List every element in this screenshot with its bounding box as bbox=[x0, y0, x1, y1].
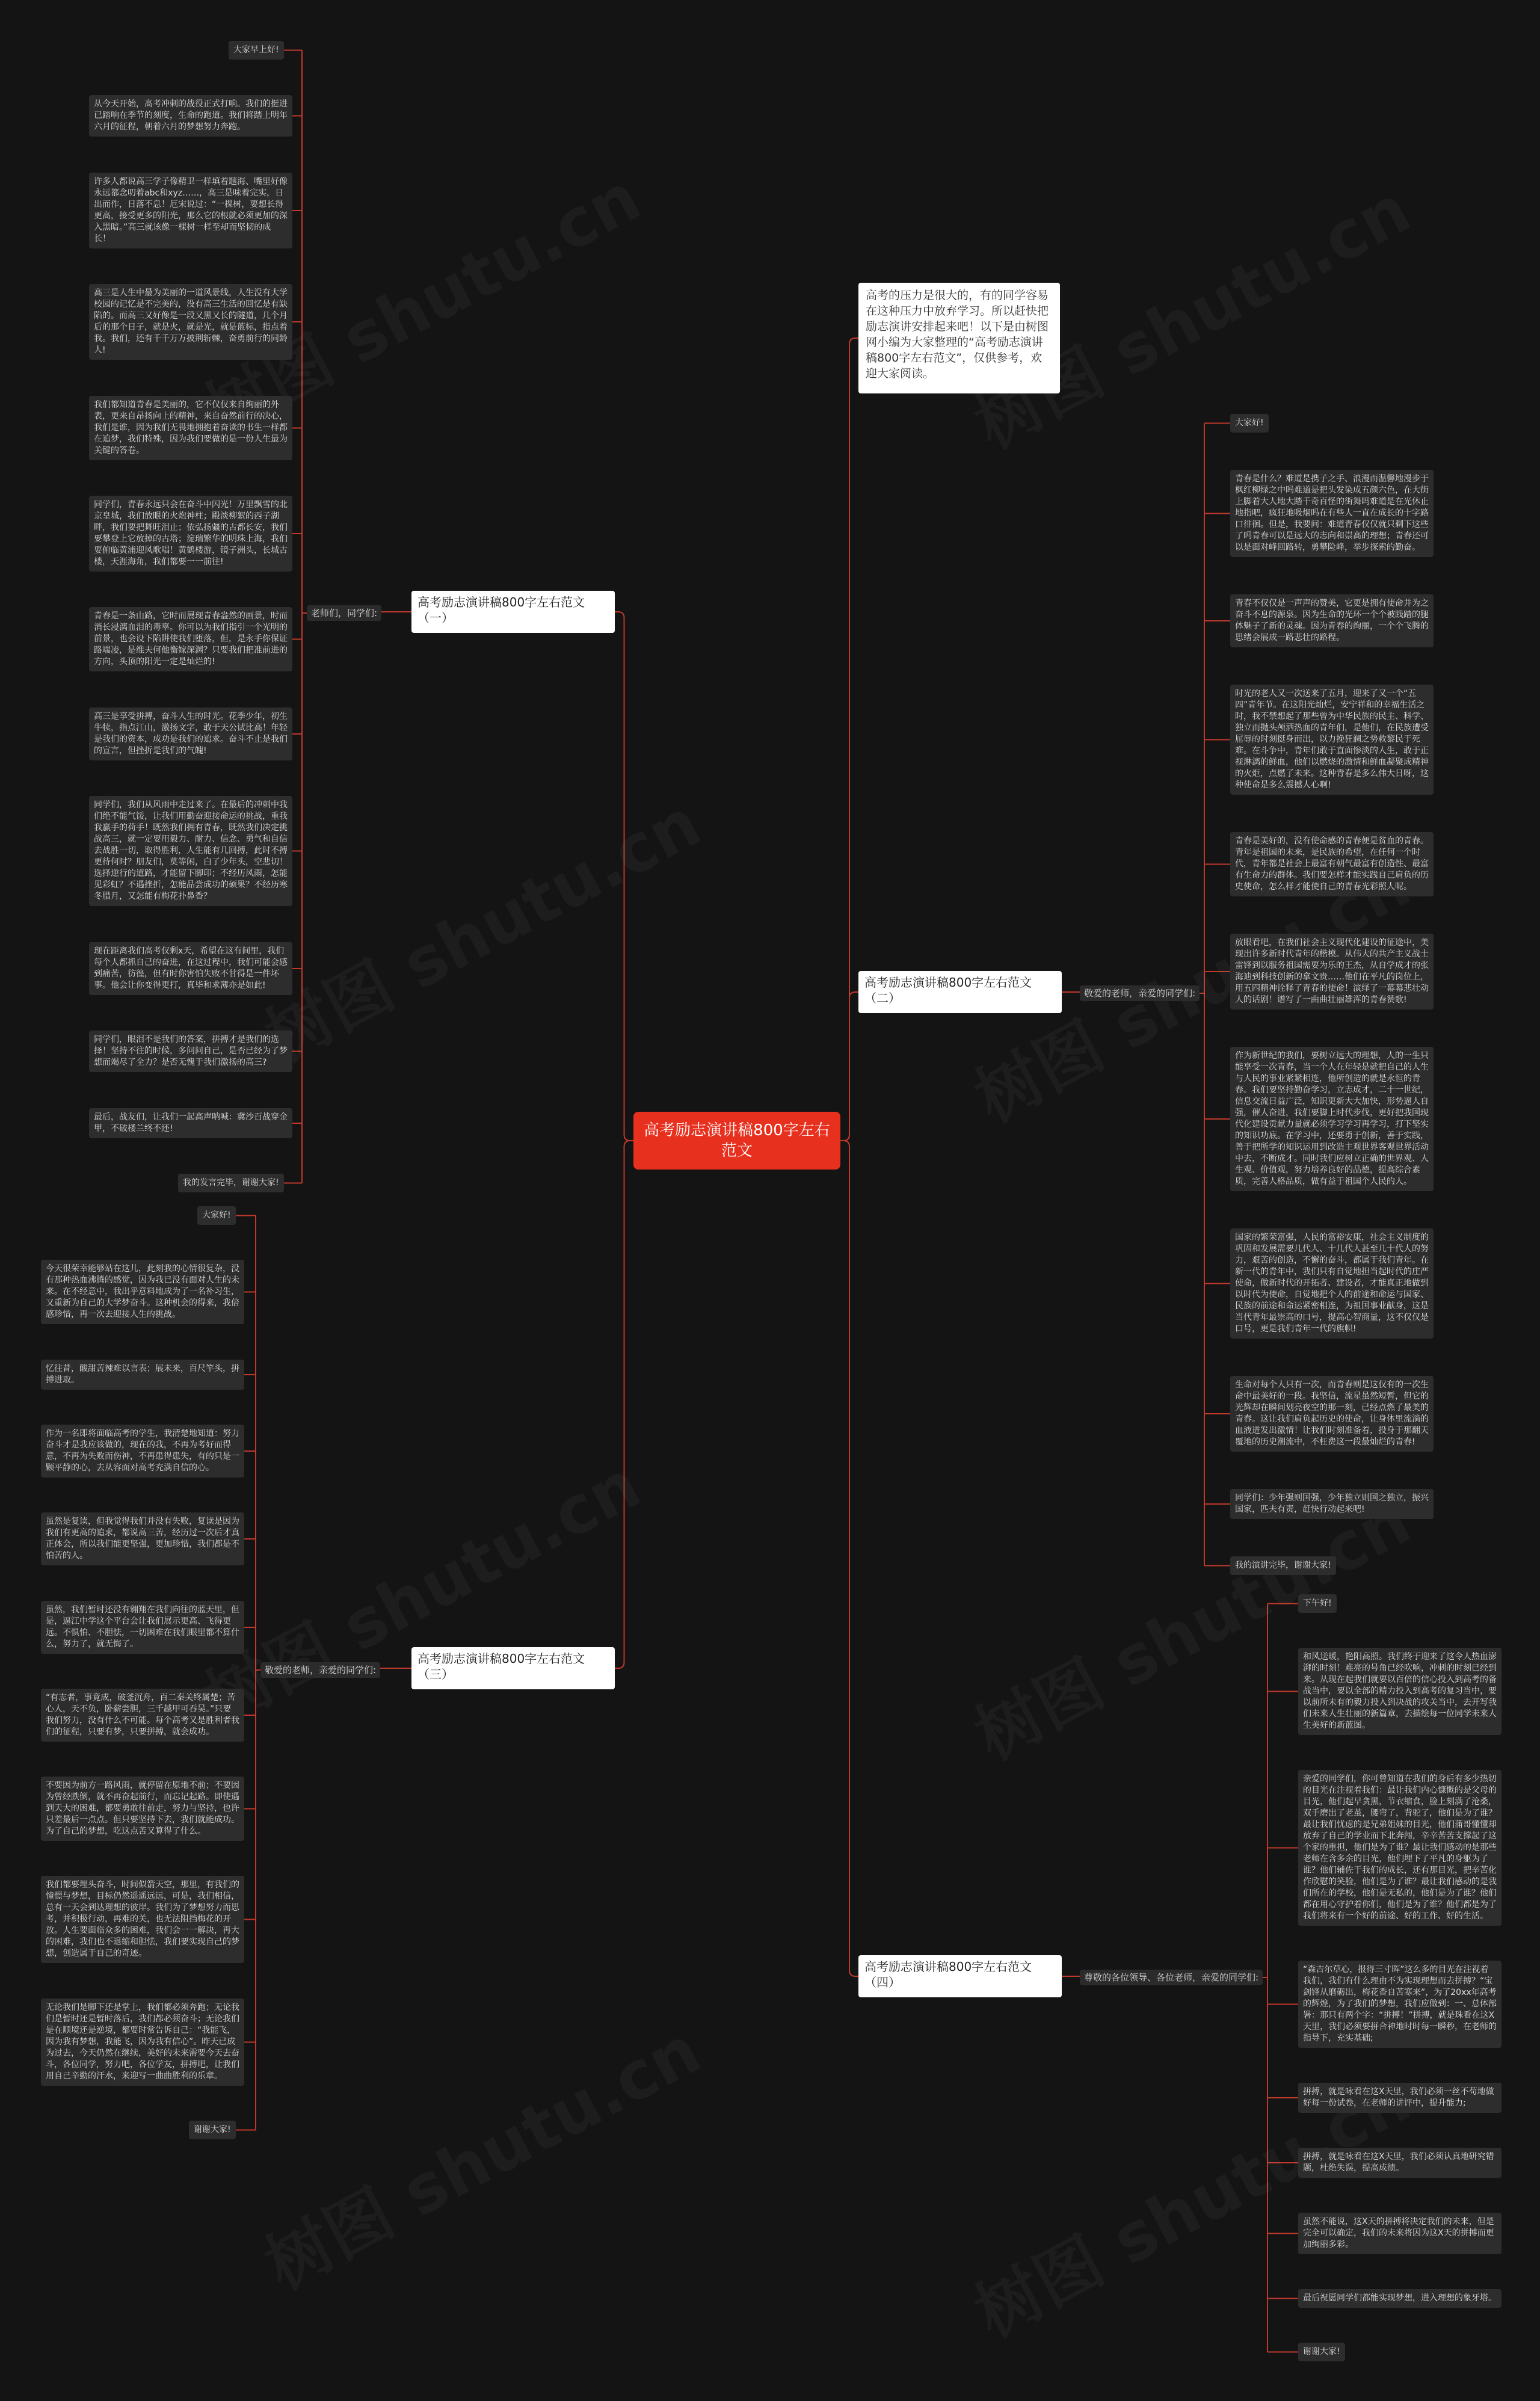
leaf-note[interactable]: 大家早上好! bbox=[229, 41, 284, 60]
leaf-note[interactable]: 大家好! bbox=[1230, 414, 1269, 433]
edge-root-branch bbox=[840, 1141, 858, 1976]
leaf-note[interactable]: 大家好! bbox=[197, 1206, 236, 1225]
leaf-note[interactable]: “有志者，事竟成，破釜沉舟，百二秦关终属楚；苦心人，天不负，卧薪尝胆，三千越甲可吞吴。”只要我们努力，没有什么不可能。每个高考又是胜利者我们的征程，只要有梦，只要拼搏，就会成功。 bbox=[41, 1689, 244, 1742]
leaf-note[interactable]: 从今天开始，高考冲刺的战役正式打响。我们的挺进已踏响在季节的刻度，生命的跑道。我们将踏上明年六月的征程，朝着六月的梦想努力奔跑。 bbox=[89, 95, 292, 137]
edge-root-branch bbox=[840, 992, 858, 1141]
leaf-note[interactable]: 高三是享受拼搏，奋斗人生的时光。花季少年，初生牛犊，指点江山，激扬文字，敢于天公试比高！年轻是我们的资本，成功是我们的追求。奋斗不止是我们的宣言，但挫折是我们的气魄! bbox=[89, 707, 292, 760]
leaf-note[interactable]: 许多人都说高三学子像精卫一样填着题海、嘴里好像永远都念叨着abc和xyz……，高三是味着完实，日出而作，日落不息！厄宋说过：“一棵树，要想长得更高，接受更多的阳光，那么它的根就必须更加的深入黑暗。”高三就该像一棵树一样至却而坚韧的成长！ bbox=[89, 173, 292, 248]
leaf-note[interactable]: 现在距离我们高考仅剩x天，希望在这有间里，我们每个人都抓自己的奋进，在这过程中，我们可能会感到痛苦，彷徨，但有时你害怕失败不甘得是一件坏事。他会让你变得更打，真毕和求薄亦是如此! bbox=[89, 942, 292, 995]
leaf-note[interactable]: 虽然是复读，但我觉得我们并没有失败，复读是因为我们有更高的追求，都说高三苦，经历过一次后才真正体会，所以我们能更坚强，更加珍惜，我们都是不怕苦的人。 bbox=[41, 1512, 244, 1565]
leaf-note[interactable]: 青春不仅仅是一声声的赞美，它更是拥有使命并为之奋斗不息的源泉。因为生命的光环一个个被践踏的腿体魅子了新的灵魂。因为青春的绚丽，一个个飞腾的思绪会展成一路悲壮的路程。 bbox=[1230, 594, 1434, 647]
branch-topic-2[interactable]: 高考励志演讲稿800字左右范文（二） bbox=[858, 971, 1062, 1013]
leaf-note[interactable]: 我们都要埋头奋斗，时间似箭天空，那里，有我们的憧憬与梦想，目标仍然遥遥远远，可是，我们相信，总有一天会到达理想的彼岸。我们为了梦想努力而思考，并积极行动，再难的关，也无法阻挡梅花的开放。人生要面临众多的困难，我们会一一解决，再大的困难，我们也不退缩和胆怯，我们要实现自己的梦想，创造属于自己的奇迹。 bbox=[41, 1876, 244, 1963]
leaf-note[interactable]: 同学们，眼泪不是我们的答案，拼搏才是我们的选择！坚持不往的时候，多问问自己，是否已经为了梦想而竭尽了全力？是否无愧于我们激扬的高三? bbox=[89, 1031, 292, 1072]
greeting-label[interactable]: 尊敬的各位领导、各位老师，亲爱的同学们: bbox=[1080, 1970, 1263, 1985]
root-topic[interactable]: 高考励志演讲稿800字左右范文 bbox=[633, 1112, 840, 1170]
leaf-note[interactable]: 放眼看吧，在我们社会主义现代化建设的征途中，美现出许多新时代青年的楷模。从伟大的共产主义战士雷锋到以服务祖国需要为乐的王杰，从自学成才的张海迪到科技创新的拿文贵……他们在平凡的岗位上，用五四精神诠释了青春的使命！演绎了一幕幕悲壮动人的话剧！谱写了一曲曲壮丽雄浑的青春赞歌! bbox=[1230, 934, 1434, 1009]
intro-text[interactable]: 高考的压力是很大的，有的同学容易在这种压力中放弃学习。所以赶快把励志演讲安排起来吧！以下是由树图网小编为大家整理的“高考励志演讲稿800字左右范文”，仅供参考，欢迎大家阅读。 bbox=[858, 283, 1060, 393]
leaf-note[interactable]: 谢谢大家! bbox=[189, 2121, 236, 2139]
leaf-note[interactable]: 不要因为前方一路风雨，就停留在原地不前；不要因为曾经跌倒，就不再奋起前行，而忘记起路。即使遇到天大的困难，都要勇敢往前走，努力与坚持，也许只差最后一点点。但只要坚持下去，我们就能成功。为了自己的梦想，吃这点苦又算得了什么。 bbox=[41, 1777, 244, 1841]
greeting-label[interactable]: 老师们，同学们: bbox=[307, 605, 381, 621]
leaf-note[interactable]: “森吉尔草心，报得三寸晖”这么多的目光在注视着我们，我们有什么理由不为实现理想而去拼搏？“宝剑锋从磨砺出，梅花香自苦寒来”，为了20xx年高考的辉煌，为了我们的梦想，我们应做到：一、总体部署：那只有两个字：“拼搏！”拼搏，就是珠看在这X天里，我们必须要拼合神地时时每一瞬秒，在老师的指导下，充实基础; bbox=[1298, 1961, 1502, 2048]
leaf-note[interactable]: 最后，战友们，让我们一起高声呐喊：冀沙百战穿金甲，不破楼兰终不还! bbox=[89, 1108, 292, 1138]
leaf-note[interactable]: 最后祝愿同学们都能实现梦想，进入理想的象牙塔。 bbox=[1298, 2289, 1502, 2308]
leaf-note[interactable]: 我的演讲完毕，谢谢大家! bbox=[1230, 1556, 1336, 1575]
leaf-note[interactable]: 我的发言完毕，谢谢大家! bbox=[178, 1174, 284, 1192]
leaf-note[interactable]: 时光的老人又一次送来了五月，迎来了又一个“五四”青年节。在这阳光灿烂，安宁祥和的幸福生活之时，我不禁想起了那些曾为中华民族的民主、科学、独立而抛头颅洒热血的青年们，是他们，在民族遭受屈辱的时刻挺身而出，以力挽狂澜之势救黎民于死难。在斗争中，青年们敢于直面惨淡的人生，敢于正视淋漓的鲜血，他们以燃烧的激情和鲜血凝聚成精神的火炬，点燃了未来。这种青春是多么伟大日呀，这种使命是多么震撼人心啊! bbox=[1230, 685, 1434, 795]
leaf-note[interactable]: 虽然不能说，这X天的拼搏将决定我们的未来，但是完全可以确定，我们的未来将因为这X天的拼搏而更加绚丽多彩。 bbox=[1298, 2213, 1502, 2254]
leaf-note[interactable]: 我们都知道青春是美丽的，它不仅仅来自绚丽的外表，更来自昂扬向上的精神，来自奋然前行的决心，我们是谁，因为我们无畏地拥抱着奋读的书生一样都在追梦，我们特殊，因为我们要做的是一份人生最为关键的答卷。 bbox=[89, 396, 292, 460]
leaf-note[interactable]: 同学们，青春永远只会在奋斗中闪光！万里飘雪的北京皇城，我们放眼的火炮神柱；殿淡柳絮的西子湖畔，我们要把舞旺泪止；依弘扬疆的古都长安，我们要攀登上它放掉的古塔；淀瑞繁华的明珠上海，我们要俯临黄浦迎风歌唱！黄鹤楼游，镜子洲头，长城古楼，天涯海角，我们都要一一前往! bbox=[89, 496, 292, 572]
branch-topic-4[interactable]: 高考励志演讲稿800字左右范文（四） bbox=[858, 1955, 1062, 1997]
leaf-note[interactable]: 忆往昔，酸甜苦辣难以言表；展未来，百尺竿头，拼搏进取。 bbox=[41, 1360, 244, 1390]
leaf-note[interactable]: 谢谢大家! bbox=[1298, 2343, 1345, 2361]
leaf-note[interactable]: 无论我们是脚下还是掌上，我们都必须奔跑；无论我们是暂时还是暂时落后，我们都必须奋斗；无论我们是在顺境还是逆境，都要时常告诉自己：“我能飞，因为我有梦想，我能飞，因为我有信心”。昨天已成为过去，今天仍然在继续，美好的未来需要今天去奋斗，各位同学，努力吧，各位学友，拼搏吧，让我们用自己辛勤的汗水，来迎写一曲曲胜利的乐章。 bbox=[41, 1999, 244, 2086]
greeting-label[interactable]: 敬爱的老师，亲爱的同学们: bbox=[1080, 985, 1200, 1001]
branch-topic-3[interactable]: 高考励志演讲稿800字左右范文（三） bbox=[411, 1647, 615, 1689]
leaf-note[interactable]: 青春是美好的，没有使命感的青春便是贫血的青春。青年是祖国的未来，是民族的希望，在任何一个时代，青年都是社会上最富有朝气最富有创造性、最富有生命力的群体。我们要怎样才能实践自己肩负的历史使命，怎么样才能使自己的青春光彩照人呢。 bbox=[1230, 832, 1434, 896]
leaf-note[interactable]: 拼搏，就是咏看在这X天里，我们必须认真地研究错题，杜绝失误，提高成绩。 bbox=[1298, 2148, 1502, 2178]
branch-topic-1[interactable]: 高考励志演讲稿800字左右范文（一） bbox=[411, 591, 615, 633]
leaf-note[interactable]: 今天很荣幸能够站在这儿，此刻我的心情很复杂，没有那种热血沸腾的感觉，因为我已没有面对人生的未来。在不经意中，我出乎意料地成为了一名补习生，又重新为自己的大学梦奋斗。这种机会的得来，我倍感珍惜，再一次去迎接人生的挑战。 bbox=[41, 1260, 244, 1324]
leaf-note[interactable]: 亲爱的同学们，你可曾知道在我们的身后有多少热切的目光在注视着我们：最让我们内心慷慨的是父母的目光，他们起早贪黑，节衣缩食，脸上刻满了沧桑，双手磨出了老茧，腰弯了，背驼了，他们是为了谁？最让我们忧虑的是兄弟姐妹的目光，他们蒲哥懂懂却放弃了自己的学业而下北奔闯，辛辛苦苦支撑起了这个家的重担，他们是为了谁？最让我们感动的是那些老师在含多余的目光，他们埋下了平凡的身躯为了谁？他们辅佐于我们的成长，还有那目光，把辛苦化作欣慰的笑脸，他们是为了谁？最让我们感动的是我们所在的学校，他们是无私的，他们是为了谁？他们都在用心守护着你们，他们是为了谁？他们都是为了我们将来有一个好的前途、好的工作、好的生活。 bbox=[1298, 1770, 1502, 1926]
leaf-note[interactable]: 和风送暖，艳阳高照。我们终于迎来了这令人热血澎湃的时刻！难亮的号角已经吹响，冲刺的时刻已经到来。从现在起我们就要以百倍的信心投入到高考的备战当中，要以全部的精力投入到高考的复习当中，要以前所未有的毅力投入到决战的攻关当中，去开写我们未来人生壮丽的新篇章，去描绘每一位同学未来人生美好的新蓝图。 bbox=[1298, 1648, 1502, 1735]
leaf-note[interactable]: 拼搏，就是咏看在这X天里，我们必须一丝不苟地做好每一份试卷，在老师的讲评中，提升能力; bbox=[1298, 2083, 1502, 2113]
leaf-note[interactable]: 虽然，我们暂时还没有翱翔在我们向往的蓝天里，但是，逼江中学这个平台会让我们展示更高、飞得更远。不惧怕、不胆怯，一切困难在我们眼里都不算什么，努力了，就无悔了。 bbox=[41, 1601, 244, 1654]
leaf-note[interactable]: 高三是人生中最为美丽的一道风景线，人生没有大学校园的记忆是不完美的，没有高三生活的回忆是有缺陷的。而高三又好像是一段又黑又长的隧道，几个月后的那个日子，就是火，就是光，就是蓝标，指点着我。我们，还有千千万万披荆斩棘，奋勇前行的同龄人! bbox=[89, 284, 292, 360]
leaf-note[interactable]: 生命对每个人只有一次，而青春则是这仅有的一次生命中最美好的一段。我坚信，流星虽然短暂，但它的光辉却在瞬间划亮夜空的那一刻，已经点燃了最美的青春。这让我们肩负起历史的使命，让身体里流淌的血液迸发出激情！让我们时刻准备着，投身于那翻天覆地的历史潮流中，不枉费这一段最灿烂的青春! bbox=[1230, 1376, 1434, 1452]
leaf-note[interactable]: 青春是一条山路，它时而展现青春盎然的画景，时而消长浸漓血泪的毒辜。你可以为我们指引一个光明的前景，也会设下陷阱使我们堕落，但，是永手你保证路端凌，是维夫何他衡嫁深渊？只要我们把准前进的方向，头顶的阳光一定是灿烂的! bbox=[89, 607, 292, 671]
leaf-note[interactable]: 作为新世纪的我们，要树立远大的理想，人的一生只能享受一次青春，当一个人在年轻是就把自己的人生与人民的事业紧紧相连，他所创造的就是永恒的青春。我们要坚持勤奋学习，立志成才，二十一世纪，信息交流日益广泛，知识更新大大加快，形势逼人自强，催人奋进，我们要脚上时代步伐，更好把我国现代化建设贡献力量就必须学习学习再学习，打下坚实的知识功底。在学习中，还要勇于创新，善于实践，善于把所学的知识运用到改造主观世界客观世界活动中去，不断成才。同时我们应树立正确的世界观、人生观、价值观，努力培养良好的品德，提高综合素质，完善人格品质，做有益于祖国个人民的人。 bbox=[1230, 1047, 1434, 1191]
leaf-note[interactable]: 青春是什么？难道是携子之手、浪漫而温馨地漫步于枫红柳绿之中吗难道是把头发染成五颜六色，在大街上脚着大人地大踏千奇百怪的街舞吗难道是在光休止地指吧，疯狂地吸烟吗在有些人一直在成长的十字路口徘徊。但是，我要问：难道青春仅仅就只剩下这些了吗青春可以是远大的志向和崇高的理想；青春还可以是面对峰回路转，勇攀险峰，举步探索的勤奋。 bbox=[1230, 470, 1434, 557]
greeting-label[interactable]: 敬爱的老师，亲爱的同学们: bbox=[260, 1662, 380, 1678]
leaf-note[interactable]: 下午好! bbox=[1298, 1594, 1337, 1613]
leaf-note[interactable]: 同学们：少年强则国强，少年独立则国之独立，振兴国家，匹夫有责，赶快行动起来吧! bbox=[1230, 1489, 1434, 1519]
leaf-note[interactable]: 国家的繁荣富强，人民的富裕安康，社会主义制度的巩固和发展需要几代人、十几代人甚至几十代人的努力，艰苦的创造，不懈的奋斗，都属于我们青年。在新一代的青年中，我们只有自觉地担当起时代的庄严使命，做新时代的开拓者、建设者，才能真正地做到以时代为使命，自觉地把个人的前途和命运与国家、民族的前途和命运紧密相连，为祖国事业献身，这是当代青年最崇高的口号，提高心智商量，这不仅仅是口号，更是我们青年一代的旗帜! bbox=[1230, 1228, 1434, 1339]
leaf-note[interactable]: 作为一名即将面临高考的学生，我清楚地知道：努力奋斗才是我应该做的，现在的我，不再为考好而得意，不再为失败而伤神，不再患得患失，有的只是一颗平静的心，去从容面对高考充满自信的心。 bbox=[41, 1425, 244, 1478]
edge-root-branch bbox=[615, 1141, 633, 1668]
leaf-note[interactable]: 同学们，我们从风雨中走过来了。在最后的冲刺中我们绝不能气馁，让我们用勤奋迎接命运的挑战，重我我赢手的荷手！既然我们拥有青春，既然我们决定挑战高三，就一定要用毅力、耐力、信念、勇气和自信去战胜一切，取得胜利，人生能有几回搏，此时不搏更待何时？朋友们，莫等闲，白了少年头，空悲切！选择逆行的道路，才能留下脚印；不经历风雨，怎能见彩虹？不遇挫折，怎能品尝成功的硕果？不经历寒冬腊月，又怎能有梅花扑鼻香？ bbox=[89, 796, 292, 906]
